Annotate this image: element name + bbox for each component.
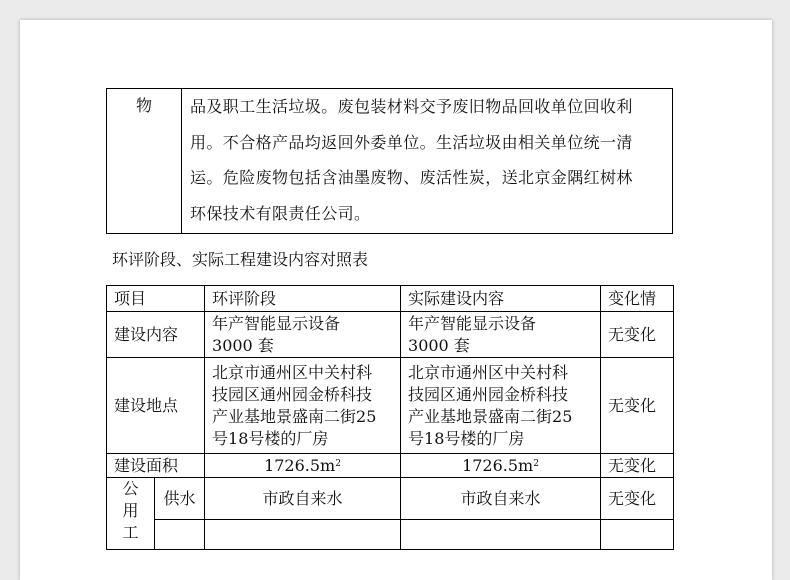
change-cell: 无变化 [601, 478, 674, 520]
text-line: 环保技术有限责任公司。 [190, 203, 371, 223]
eia-location-cell [205, 358, 401, 454]
waste-description-text [182, 89, 673, 234]
cell-line: 年产智能显示设备 [212, 313, 341, 333]
empty-cell [205, 520, 401, 550]
waste-description-table [106, 88, 673, 234]
empty-cell [155, 520, 205, 550]
table-row [107, 358, 674, 454]
unit-superscript: 2 [335, 458, 341, 469]
row-label: 物 [107, 89, 182, 234]
cell-line: 3000 套 [408, 335, 470, 355]
cell-line: 北京市通州区中关村科 [408, 362, 569, 382]
unit-superscript: 2 [533, 458, 539, 469]
actual-water-cell: 市政自来水 [401, 478, 601, 520]
cell-line: 北京市通州区中关村科 [212, 362, 373, 382]
group-char: 用 [122, 501, 139, 520]
header-actual: 实际建设内容 [401, 286, 601, 312]
actual-area-cell [401, 454, 601, 478]
cell-line: 产业基地景盛南二街25 [212, 406, 377, 426]
header-eia: 环评阶段 [205, 286, 401, 312]
change-cell: 无变化 [601, 358, 674, 454]
cell-line: 号18号楼的厂房 [212, 428, 329, 448]
cell-line: 年产智能显示设备 [408, 313, 537, 333]
cell-line: 3000 套 [212, 335, 274, 355]
table-row [107, 312, 674, 358]
row-label-content: 建设内容 [107, 312, 205, 358]
table-row [107, 454, 674, 478]
group-char: 工 [122, 523, 139, 542]
public-works-group-label [107, 478, 155, 550]
cell-line: 产业基地景盛南二街25 [408, 406, 573, 426]
text-line: 用。不合格产品均返回外委单位。生活垃圾由相关单位统一清 [190, 132, 633, 152]
row-label-water: 供水 [155, 478, 205, 520]
row-label-location: 建设地点 [107, 358, 205, 454]
change-cell: 无变化 [601, 454, 674, 478]
section-title: 环评阶段、实际工程建设内容对照表 [112, 250, 369, 269]
cell-line: 号18号楼的厂房 [408, 428, 525, 448]
actual-location-cell [401, 358, 601, 454]
comparison-table [106, 285, 674, 550]
change-cell: 无变化 [601, 312, 674, 358]
text-line: 运。危险废物包括含油墨废物、废活性炭，送北京金隅红树林 [190, 168, 633, 188]
table-header-row [107, 286, 674, 312]
table-row [107, 478, 674, 520]
eia-area-cell [205, 454, 401, 478]
actual-content-cell [401, 312, 601, 358]
header-change: 变化情 [601, 286, 674, 312]
row-label-area: 建设面积 [107, 454, 205, 478]
header-item: 项目 [107, 286, 205, 312]
area-value: 1726.5m [462, 455, 534, 475]
eia-water-cell: 市政自来水 [205, 478, 401, 520]
table-row [107, 520, 674, 550]
cell-line: 技园区通州园金桥科技 [212, 384, 373, 404]
empty-cell [601, 520, 674, 550]
text-line: 品及职工生活垃圾。废包装材料交予废旧物品回收单位回收利 [190, 97, 633, 116]
group-char: 公 [122, 479, 139, 498]
empty-cell [401, 520, 601, 550]
area-value: 1726.5m [264, 455, 336, 475]
eia-content-cell [205, 312, 401, 358]
cell-line: 技园区通州园金桥科技 [408, 384, 569, 404]
